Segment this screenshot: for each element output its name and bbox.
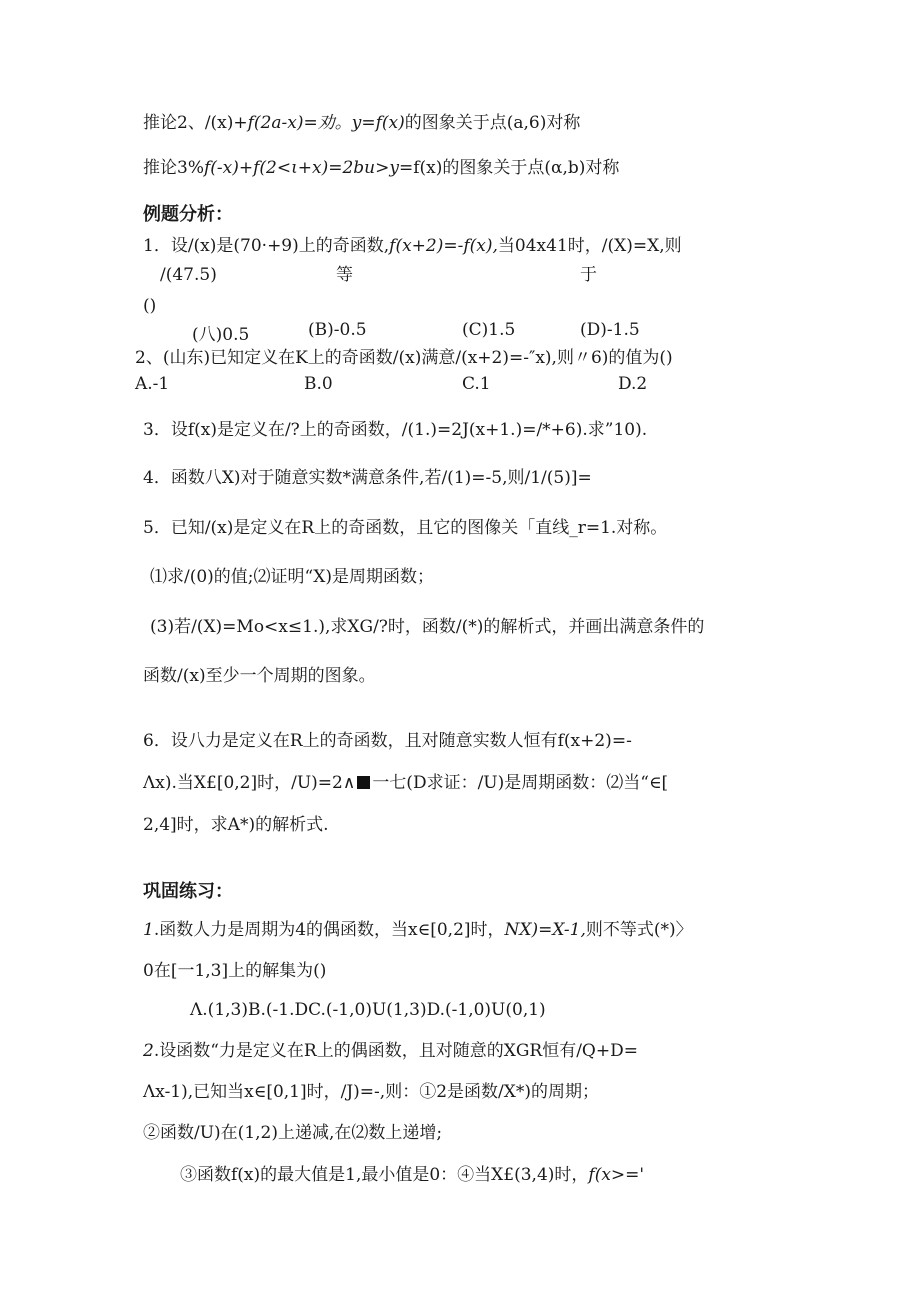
practice-2-line-3: ②函数/U)在(1,2)上递减,在⑵数上递增; bbox=[143, 1123, 443, 1143]
example-2-option-a: A.-1 bbox=[135, 374, 170, 394]
example-2-line-1: 2、(山东)已知定义在K上的奇函数/(x)满意/(x+2)=-″x),则〃6)的值为() bbox=[135, 348, 673, 368]
example-1-option-a: (八)0.5 bbox=[192, 325, 250, 345]
example-5-line-3: (3)若/(X)=Mo<x≤1.),求XG/?时，函数/(*)的解析式，并画出满意条件的 bbox=[150, 617, 705, 637]
example-1-option-b: (B)-0.5 bbox=[308, 320, 367, 340]
example-6-line-1: 6．设八力是定义在R上的奇函数，且对随意实数人恒有f(x+2)=- bbox=[143, 731, 632, 751]
example-5-line-1: 5．已知/(x)是定义在R上的奇函数，且它的图像关「直线_r=1.对称。 bbox=[143, 518, 668, 538]
example-6-line-3: 2,4]时，求A*)的解析式. bbox=[143, 815, 329, 835]
black-square-glyph bbox=[357, 776, 370, 789]
practice-heading: 巩固练习： bbox=[143, 881, 233, 902]
corollary-2: 推论2、/(x)+f(2a-x)=劝。y=f(x)的图象关于点(a,6)对称 bbox=[143, 113, 581, 133]
example-1-line-2: /(47.5) bbox=[160, 265, 217, 285]
example-1-blank-right: 于 bbox=[580, 265, 597, 285]
example-6-line-2: Λx).当X£[0,2]时，/U)=2∧ 一七(D求证：/U)是周期函数：⑵当“∈[ bbox=[143, 773, 669, 793]
corollary-3: 推论3%f(-x)+f(2<ι+x)=2bu>y=f(x)的图象关于点(α,b)对称 bbox=[143, 158, 620, 178]
practice-1-line-2: 0在[一1,3]上的解集为() bbox=[143, 961, 327, 981]
practice-1-line-1: 1.函数人力是周期为4的偶函数，当x∈[0,2]时，NX)=X-1,则不等式(*)〉 bbox=[143, 920, 693, 940]
examples-heading: 例题分析： bbox=[143, 204, 233, 225]
practice-1-options: Λ.(1,3)B.(-1.DC.(-1,0)U(1,3)D.(-1,0)U(0,1) bbox=[190, 1000, 546, 1020]
example-2-option-d: D.2 bbox=[618, 374, 648, 394]
practice-2-line-1: 2.设函数“力是定义在R上的偶函数，且对随意的XGR恒有/Q+D= bbox=[143, 1041, 638, 1061]
example-1-line-1: 1．设/(x)是(70·+9)上的奇函数,f(x+2)=-f(x),当04x41时，/(X)=X,则 bbox=[143, 236, 682, 256]
example-2-option-b: B.0 bbox=[304, 374, 333, 394]
example-3: 3．设f(x)是定义在/?上的奇函数，/(1.)=2J(x+1.)=/*+6).求”10). bbox=[143, 420, 648, 440]
example-5-line-4: 函数/(x)至少一个周期的图象。 bbox=[143, 666, 376, 686]
example-4: 4．函数八X)对于随意实数*满意条件,若/(1)=-5,则/1/(5)]= bbox=[143, 468, 592, 488]
practice-2-line-4: ③函数f(x)的最大值是1,最小值是0：④当X£(3,4)时，f(x>=' bbox=[180, 1165, 645, 1185]
example-1-option-d: (D)-1.5 bbox=[580, 320, 640, 340]
example-1-blank-left: 等 bbox=[336, 265, 353, 285]
example-1-option-c: (C)1.5 bbox=[462, 320, 516, 340]
practice-2-line-2: Λx-1),已知当x∈[0,1]时，/J)=-,则：①2是函数/X*)的周期； bbox=[143, 1082, 599, 1102]
example-1-paren: () bbox=[143, 296, 157, 316]
example-5-line-2: ⑴求/(0)的值;⑵证明“X)是周期函数； bbox=[150, 567, 434, 587]
example-2-option-c: C.1 bbox=[462, 374, 491, 394]
